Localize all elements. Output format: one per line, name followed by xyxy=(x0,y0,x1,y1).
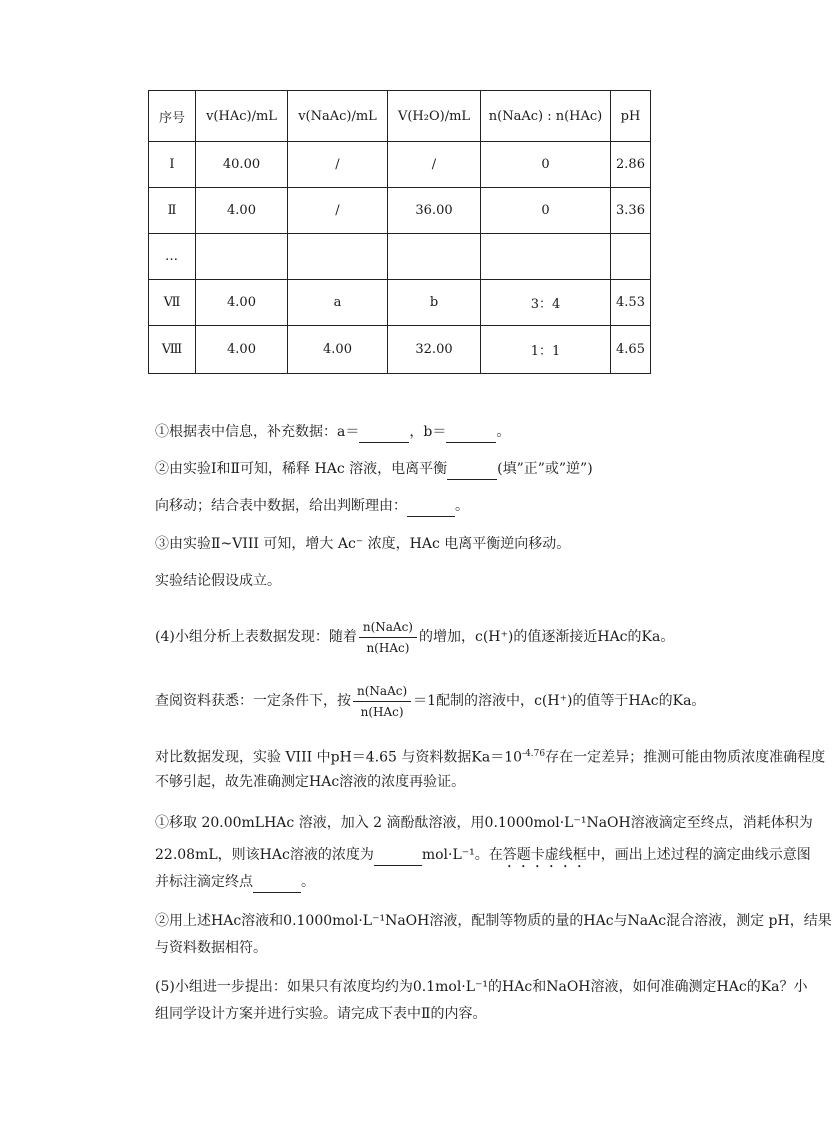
text: ③由实验Ⅱ~VIII 可知，增大 xyxy=(155,536,334,552)
table-cell xyxy=(388,234,481,280)
q3-line-5: 实验结论假设成立。 xyxy=(155,573,281,589)
text: ①移取 20.00mLHAc 溶液，加入 2 滴酚酞溶液，用 xyxy=(155,815,485,831)
q3-line-4 xyxy=(155,534,570,554)
ratio-fraction xyxy=(353,683,411,720)
text: HAc xyxy=(314,461,345,477)
text: 混合溶液，测定 pH，结果 xyxy=(666,913,832,929)
experiment-table xyxy=(148,90,651,374)
table-cell xyxy=(196,234,288,280)
text: ＝1 xyxy=(413,693,437,709)
q4-line-5 xyxy=(155,813,813,833)
answer-blank-endpoint[interactable] xyxy=(253,872,301,893)
text: 电离平衡逆向移动。 xyxy=(444,536,571,552)
text: 溶液和 xyxy=(241,913,284,929)
ratio-fraction xyxy=(359,619,417,656)
text: HAc xyxy=(583,913,614,929)
table-row xyxy=(149,188,651,234)
table-cell xyxy=(611,234,651,280)
text: HAc xyxy=(211,913,242,929)
text: 对比数据发现，实验 VIII 中 xyxy=(155,749,331,766)
table-cell: 4.53 xyxy=(611,280,651,326)
q4-line-1 xyxy=(155,612,674,662)
header-ph: pH xyxy=(611,91,651,142)
answer-blank-concentration[interactable] xyxy=(374,845,422,866)
q3-line-1 xyxy=(155,422,510,443)
table-cell xyxy=(481,234,611,280)
text: 存在一定差异；推测可能由物质浓度准确程度 xyxy=(545,749,826,766)
table-cell: 4.00 xyxy=(196,326,288,374)
text: 不够引起，故先准确测定 xyxy=(155,774,309,790)
table-cell: 4.00 xyxy=(196,188,288,234)
text: 0.1000mol·L⁻¹NaOH xyxy=(484,815,631,831)
text: HAc xyxy=(259,847,290,863)
table-row xyxy=(149,234,651,280)
text: (5)小组进一步提出：如果只有浓度均约为 xyxy=(155,979,413,995)
text: HAc xyxy=(597,629,628,645)
text: 0.1000mol·L⁻¹NaOH xyxy=(283,913,430,929)
text: 与 xyxy=(613,913,628,929)
answer-blank-direction[interactable] xyxy=(447,459,497,480)
q5-line-2: 组同学设计方案并进行实验。请完成下表中Ⅱ的内容。 xyxy=(155,1006,487,1022)
q4-line-3 xyxy=(155,744,825,768)
text: Ac⁻ xyxy=(337,536,364,552)
text: 溶液，如何准确测定 xyxy=(590,979,717,995)
text: 和 xyxy=(532,979,547,995)
table-cell: a xyxy=(288,280,388,326)
table-cell: 40.00 xyxy=(196,142,288,188)
text: 向移动；结合表中数据，给出判断理由： xyxy=(155,498,407,514)
text: 。 xyxy=(496,424,511,440)
table-cell: 4.00 xyxy=(196,280,288,326)
text: Ka xyxy=(760,979,780,995)
table-cell: Ⅱ xyxy=(149,188,196,234)
text: 的值等于 xyxy=(572,693,629,709)
text: 。 xyxy=(301,874,315,890)
text: 。 xyxy=(691,693,706,709)
q4-line-7 xyxy=(155,872,315,893)
text: (4)小组分析上表数据发现：随着 xyxy=(155,629,357,645)
header-v-hac: v(HAc)/mL xyxy=(196,91,288,142)
text: c(H⁺) xyxy=(534,693,573,709)
text: ②用上述 xyxy=(155,913,211,929)
text: 的 xyxy=(488,979,503,995)
table-cell: / xyxy=(288,188,388,234)
text: Ka xyxy=(672,693,692,709)
answer-blank-b[interactable] xyxy=(446,422,496,443)
text: Ka＝10 xyxy=(471,749,523,766)
text: 0.1mol·L⁻¹ xyxy=(412,979,489,995)
header-index: 序号 xyxy=(149,91,196,142)
text: ？小 xyxy=(779,979,808,995)
answer-blank-a[interactable] xyxy=(359,422,409,443)
text: 溶液的浓度再验证。 xyxy=(339,774,466,790)
text: 并标注滴定终点 xyxy=(155,874,253,890)
table-cell: 0 xyxy=(481,188,611,234)
text: HAc xyxy=(502,979,533,995)
header-v-h2o: V(H₂O)/mL xyxy=(388,91,481,142)
header-ratio: n(NaAc) : n(HAc) xyxy=(481,91,611,142)
text: 的 xyxy=(746,979,761,995)
text: 。 xyxy=(455,498,469,514)
text: Ka xyxy=(641,629,661,645)
table-cell: 4.65 xyxy=(611,326,651,374)
exponent: -4.76 xyxy=(522,749,546,759)
table-cell: / xyxy=(388,142,481,188)
q4-line-2 xyxy=(155,676,705,726)
text: 浓度， xyxy=(367,536,410,552)
fraction-numerator: n(NaAc) xyxy=(353,683,411,702)
text: 。 xyxy=(660,629,675,645)
q5-line-1 xyxy=(155,977,808,997)
text: HAc xyxy=(309,774,340,790)
table-cell: Ⅶ xyxy=(149,280,196,326)
emphasized-text: 答题卡虚线框 xyxy=(502,847,587,863)
text: NaOH xyxy=(546,979,591,995)
q3-line-3 xyxy=(155,496,469,517)
text: 与资料数据 xyxy=(401,749,472,766)
fraction-denominator: n(HAc) xyxy=(366,640,410,655)
fraction-denominator: n(HAc) xyxy=(360,704,404,719)
table-cell: 1：1 xyxy=(481,326,611,374)
text: pH＝4.65 xyxy=(330,749,397,766)
q3-line-2 xyxy=(155,459,593,480)
table-header-row xyxy=(149,91,651,142)
table-cell: 3.36 xyxy=(611,188,651,234)
text: NaAc xyxy=(627,913,667,929)
table-row xyxy=(149,142,651,188)
table-cell: b xyxy=(388,280,481,326)
fraction-numerator: n(NaAc) xyxy=(359,619,417,638)
table-cell: 2.86 xyxy=(611,142,651,188)
table-cell: Ⅷ xyxy=(149,326,196,374)
text: 的 xyxy=(627,629,642,645)
text: ，b＝ xyxy=(409,424,447,440)
table-row xyxy=(149,326,651,374)
table-cell: … xyxy=(149,234,196,280)
header-v-naac: v(NaAc)/mL xyxy=(288,91,388,142)
text: 的值逐渐接近 xyxy=(513,629,598,645)
text: 溶液的浓度为 xyxy=(289,847,374,863)
text: 溶液，电离平衡 xyxy=(349,461,448,477)
text: 的增加， xyxy=(418,629,475,645)
table-cell: 0 xyxy=(481,142,611,188)
text: 溶液滴定至终点，消耗体积为 xyxy=(630,815,813,831)
text: ②由实验Ⅰ和Ⅱ可知，稀释 xyxy=(155,461,311,477)
q4-line-4 xyxy=(155,772,465,792)
text: HAc xyxy=(628,693,659,709)
table-cell: 3：4 xyxy=(481,280,611,326)
text: HAc xyxy=(409,536,440,552)
text: (填”正”或”逆”) xyxy=(497,461,593,477)
text: 中，画出上述过程的滴定曲线示意图 xyxy=(586,847,811,863)
text: HAc xyxy=(716,979,747,995)
table-row xyxy=(149,280,651,326)
text: c(H⁺) xyxy=(474,629,514,645)
answer-blank-reason[interactable] xyxy=(407,496,455,517)
table-cell: 36.00 xyxy=(388,188,481,234)
q4-line-6 xyxy=(155,845,811,871)
text: ①根据表中信息，补充数据：a＝ xyxy=(155,424,360,440)
text: 22.08mL，则该 xyxy=(155,847,260,863)
text: mol·L⁻¹ xyxy=(421,847,475,863)
text: 。在 xyxy=(474,847,503,863)
table-cell xyxy=(288,234,388,280)
table-cell: 4.00 xyxy=(288,326,388,374)
table-cell: Ⅰ xyxy=(149,142,196,188)
text: 查阅资料获悉：一定条件下，按 xyxy=(155,693,351,709)
text: 的 xyxy=(658,693,673,709)
q4-line-9: 与资料数据相符。 xyxy=(155,940,267,956)
text: 溶液，配制等物质的量的 xyxy=(429,913,584,929)
table-cell: 32.00 xyxy=(388,326,481,374)
q4-line-8 xyxy=(155,911,832,931)
table-cell: / xyxy=(288,142,388,188)
text: 配制的溶液中， xyxy=(436,693,535,709)
